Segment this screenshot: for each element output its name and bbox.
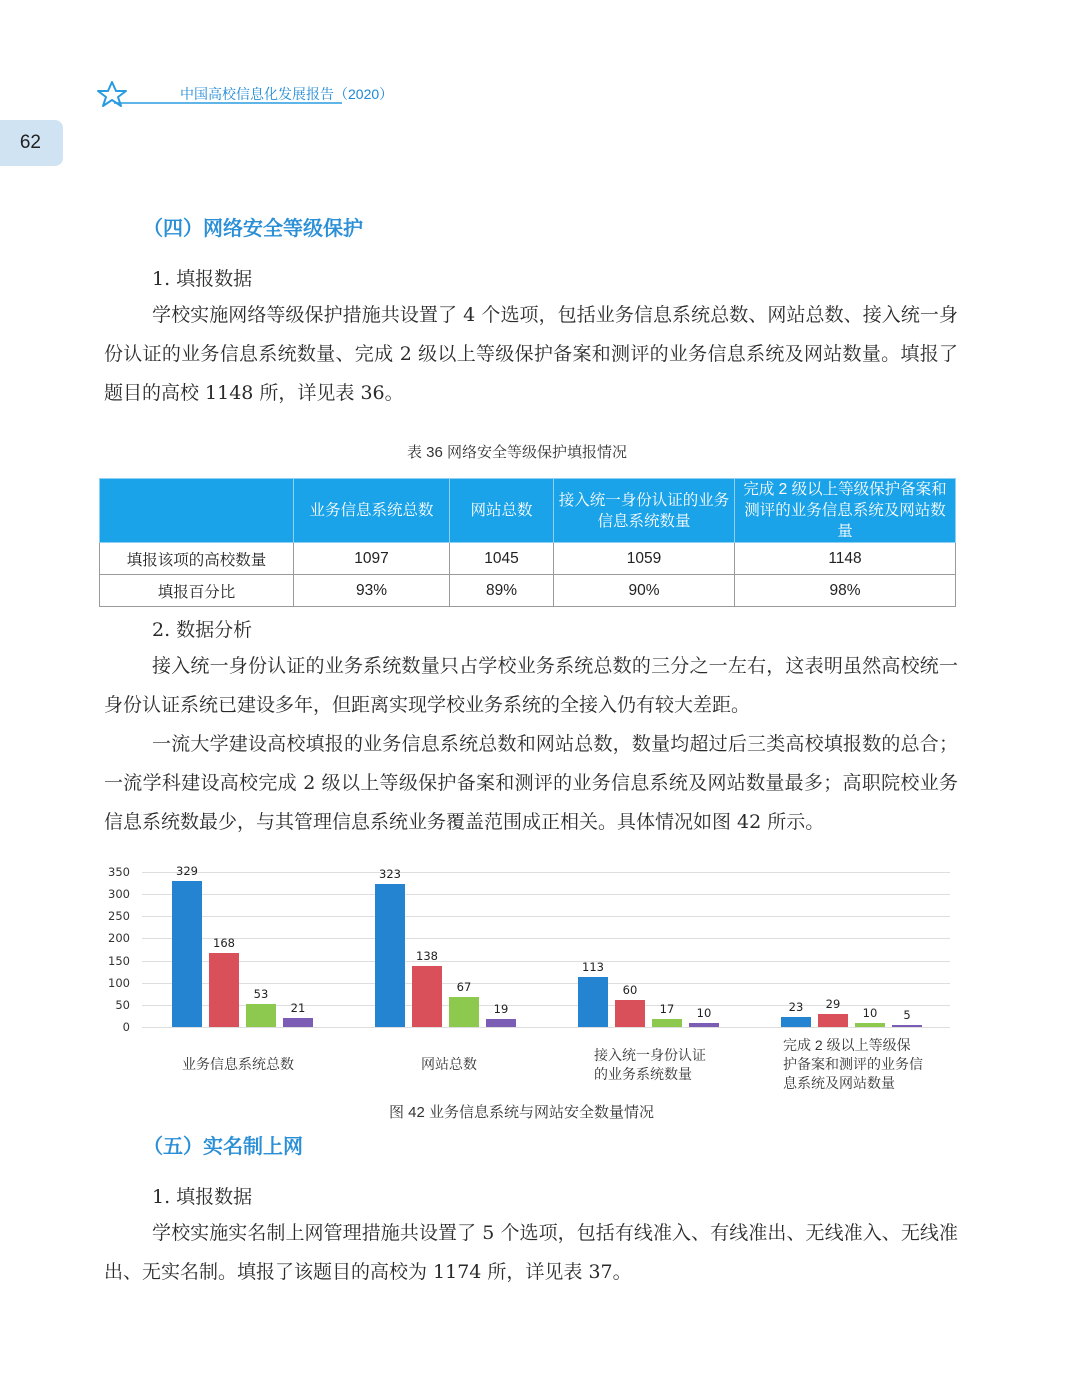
bar xyxy=(172,881,202,1027)
table-cell: 98% xyxy=(735,575,956,607)
data-table xyxy=(99,478,956,607)
bar xyxy=(652,1019,682,1027)
section-heading-4: （四）网络安全等级保护 xyxy=(143,218,363,240)
gridline xyxy=(142,961,950,962)
y-tick-label: 150 xyxy=(108,953,130,968)
x-category-label: 完成 2 级以上等级保 护备案和测评的业务信 息系统及网站数量 xyxy=(783,1037,923,1091)
bar xyxy=(892,1025,922,1027)
chart-caption: 图 42 业务信息系统与网站安全数量情况 xyxy=(389,1104,655,1121)
table-cell: 1148 xyxy=(735,543,956,575)
x-category-label: 网站总数 xyxy=(421,1056,477,1072)
gridline xyxy=(142,872,950,873)
table-header-cell: 网站总数 xyxy=(450,479,554,543)
x-category-label: 业务信息系统总数 xyxy=(182,1056,294,1072)
bar-value-label: 29 xyxy=(825,997,841,1012)
table-cell: 1097 xyxy=(294,543,450,575)
bar xyxy=(855,1023,885,1027)
bar-value-label: 5 xyxy=(903,1007,911,1022)
bar-value-label: 138 xyxy=(416,948,438,963)
y-tick-label: 250 xyxy=(108,909,130,924)
bar xyxy=(449,997,479,1027)
subheading-fill-data-2: 1. 填报数据 xyxy=(152,1186,253,1208)
bar-value-label: 23 xyxy=(788,999,804,1014)
bar xyxy=(781,1017,811,1027)
bar xyxy=(209,953,239,1027)
bar-value-label: 10 xyxy=(862,1005,878,1020)
bar xyxy=(246,1004,276,1027)
bar-value-label: 53 xyxy=(253,986,269,1001)
bar-value-label: 19 xyxy=(493,1001,509,1016)
table-cell: 89% xyxy=(450,575,554,607)
table-header-cell: 接入统一身份认证的业务信息系统数量 xyxy=(554,479,735,543)
bar-value-label: 67 xyxy=(456,980,472,995)
table-cell: 93% xyxy=(294,575,450,607)
y-tick-label: 50 xyxy=(115,997,130,1012)
x-category-label: 接入统一身份认证 的业务系统数量 xyxy=(594,1047,706,1082)
table-cell: 1059 xyxy=(554,543,735,575)
bar xyxy=(689,1023,719,1027)
gridline xyxy=(142,938,950,939)
table-header-cell: 业务信息系统总数 xyxy=(294,479,450,543)
table-row xyxy=(100,543,956,575)
bar xyxy=(818,1014,848,1027)
table-cell: 90% xyxy=(554,575,735,607)
bar xyxy=(615,1000,645,1027)
y-tick-label: 0 xyxy=(122,1020,130,1034)
bar-chart xyxy=(100,860,960,1100)
bar-value-label: 21 xyxy=(290,1000,306,1015)
table-cell: 1045 xyxy=(450,543,554,575)
bar xyxy=(578,977,608,1027)
table-row xyxy=(100,575,956,607)
paragraph-analysis-1: 接入统一身份认证的业务系统数量只占学校业务系统总数的三分之一左右，这表明虽然高校统一身份认证系统已建设多年，但距离实现学校业务系统的全接入仍有较大差距。 xyxy=(104,655,958,716)
y-tick-label: 100 xyxy=(108,975,130,990)
bar-value-label: 60 xyxy=(622,983,638,998)
y-tick-label: 300 xyxy=(108,887,130,902)
table-cell: 填报该项的高校数量 xyxy=(100,543,294,575)
gridline xyxy=(142,983,950,984)
bar-value-label: 329 xyxy=(176,864,198,879)
running-header xyxy=(96,78,406,110)
paragraph-analysis-2: 一流大学建设高校填报的业务信息系统总数和网站总数，数量均超过后三类高校填报数的总合；一流学科建设高校完成 2 级以上等级保护备案和测评的业务信息系统及网站数量最多；高职院校业务信息系统数最少，与其管理信息系统业务覆盖范围成正相关。具体情况如图 42 所示。 xyxy=(104,733,958,833)
bar-value-label: 168 xyxy=(213,935,235,950)
table-header-row xyxy=(100,479,956,543)
bar xyxy=(375,884,405,1027)
bar-value-label: 17 xyxy=(659,1002,675,1017)
subheading-fill-data: 1. 填报数据 xyxy=(152,268,253,290)
page-number: 62 xyxy=(0,120,63,166)
table-header-cell: 完成 2 级以上等级保护备案和测评的业务信息系统及网站数量 xyxy=(735,479,956,543)
bar xyxy=(283,1018,313,1027)
gridline xyxy=(142,916,950,917)
bar xyxy=(486,1019,516,1027)
paragraph-intro: 学校实施网络等级保护措施共设置了 4 个选项，包括业务信息系统总数、网站总数、接入统一身份认证的业务信息系统数量、完成 2 级以上等级保护备案和测评的业务信息系统及网站数量。填报了题目的高校 1148 所，详见表 36。 xyxy=(104,304,958,404)
paragraph-realname: 学校实施实名制上网管理措施共设置了 5 个选项，包括有线准入、有线准出、无线准入、无线准出、无实名制。填报了该题目的高校为 1174 所，详见表 37。 xyxy=(104,1222,958,1283)
gridline xyxy=(142,1027,950,1028)
bar-value-label: 10 xyxy=(696,1005,712,1020)
subheading-analysis: 2. 数据分析 xyxy=(152,619,253,641)
gridline xyxy=(142,894,950,895)
y-tick-label: 200 xyxy=(108,931,130,946)
bar-value-label: 323 xyxy=(379,866,401,881)
table-caption: 表 36 网络安全等级保护填报情况 xyxy=(407,444,628,461)
y-tick-label: 350 xyxy=(108,865,130,879)
bar-value-label: 113 xyxy=(582,959,604,974)
section-heading-5: （五）实名制上网 xyxy=(143,1136,303,1158)
bar xyxy=(412,966,442,1027)
table-cell: 填报百分比 xyxy=(100,575,294,607)
table-header-cell xyxy=(100,479,294,543)
report-title: 中国高校信息化发展报告（2020） xyxy=(180,86,394,102)
